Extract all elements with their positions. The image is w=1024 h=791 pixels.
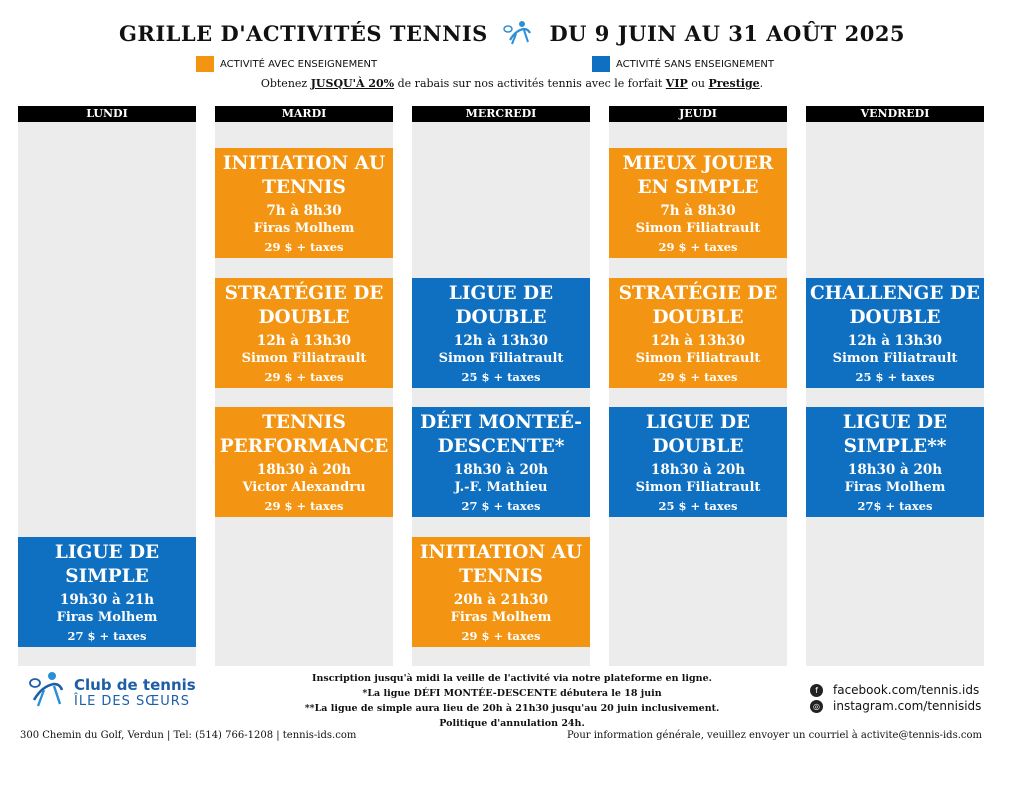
title-right: DU 9 JUIN AU 31 AOÛT 2025 [549,21,906,46]
activity-card-mercredi-3: DÉFI MONTEÉ-DESCENTE* 18h30 à 20h J.-F. Mathieu 27 $ + taxes [412,407,590,517]
orange-swatch [196,56,214,72]
facebook-icon: f [810,684,823,697]
tennis-player-icon [502,20,536,51]
title-left: GRILLE D'ACTIVITÉS TENNIS [118,21,488,46]
legend-without-teaching: ACTIVITÉ SANS ENSEIGNEMENT [592,56,774,72]
day-header-mercredi: MERCREDI [412,106,590,122]
blue-swatch [592,56,610,72]
activity-card-lundi-4: LIGUE DE SIMPLE 19h30 à 21h Firas Molhem 27 $ + taxes [18,537,196,647]
page-title [0,20,1024,51]
activity-card-mercredi-4: INITIATION AU TENNIS 20h à 21h30 Firas Molhem 29 $ + taxes [412,537,590,647]
day-header-mardi: MARDI [215,106,393,122]
activity-card-mardi-3: TENNIS PERFORMANCE 18h30 à 20h Victor Alexandru 29 $ + taxes [215,407,393,517]
activity-card-mardi-1: INITIATION AU TENNIS 7h à 8h30 Firas Molhem 29 $ + taxes [215,148,393,258]
day-header-vendredi: VENDREDI [806,106,984,122]
promo-text: Obtenez JUSQU'À 20% de rabais sur nos activités tennis avec le forfait VIP ou Prestige. [260,77,764,90]
activity-card-jeudi-1: MIEUX JOUER EN SIMPLE 7h à 8h30 Simon Filiatrault 29 $ + taxes [609,148,787,258]
club-address: 300 Chemin du Golf, Verdun | Tel: (514) 766-1208 | tennis-ids.com [20,730,357,741]
activity-card-jeudi-2: STRATÉGIE DE DOUBLE 12h à 13h30 Simon Filiatrault 29 $ + taxes [609,278,787,388]
activity-card-vendredi-3: LIGUE DE SIMPLE** 18h30 à 20h Firas Molhem 27$ + taxes [806,407,984,517]
contact-info: Pour information générale, veuillez envoyer un courriel à activite@tennis-ids.com [566,730,982,741]
day-header-lundi: LUNDI [18,106,196,122]
activity-card-mardi-2: STRATÉGIE DE DOUBLE 12h à 13h30 Simon Filiatrault 29 $ + taxes [215,278,393,388]
activity-card-jeudi-3: LIGUE DE DOUBLE 18h30 à 20h Simon Filiatrault 25 $ + taxes [609,407,787,517]
instagram-link[interactable]: ◎ instagram.com/tennisids [810,699,981,713]
legend-with-teaching: ACTIVITÉ AVEC ENSEIGNEMENT [196,56,377,72]
activity-card-mercredi-2: LIGUE DE DOUBLE 12h à 13h30 Simon Filiatrault 25 $ + taxes [412,278,590,388]
day-header-jeudi: JEUDI [609,106,787,122]
footer-notes: Inscription jusqu'à midi la veille de l'activité via notre plateforme en ligne. *La ligue DÉFI MONTÉE-DESCENTE débutera le 18 juin **La ligue de simple aura lieu de 20h à 21h30 jusqu'au 20 juin inclusivement. Politique d'annulation 24h. [304,673,720,729]
activity-card-vendredi-2: CHALLENGE DE DOUBLE 12h à 13h30 Simon Filiatrault 25 $ + taxes [806,278,984,388]
club-logo: Club de tennis ÎLE DES SŒURS [28,670,196,714]
instagram-icon: ◎ [810,700,823,713]
facebook-link[interactable]: f facebook.com/tennis.ids [810,683,979,697]
